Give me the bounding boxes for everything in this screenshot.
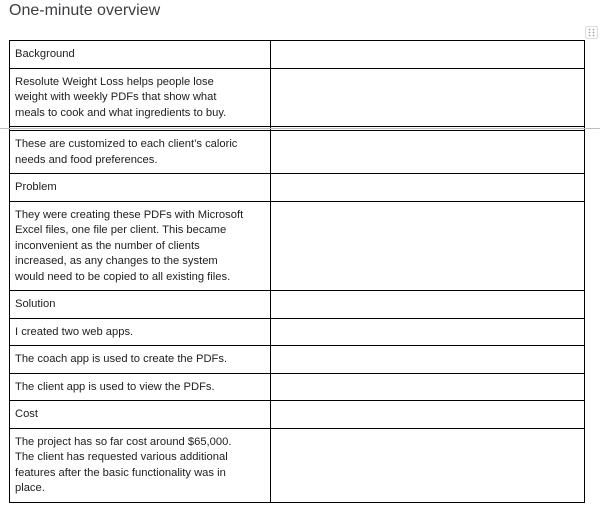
table-cell-value[interactable]	[271, 131, 585, 174]
table-cell-value[interactable]	[271, 428, 585, 502]
table-cell-label[interactable]: Solution	[10, 291, 271, 319]
table-cell-value[interactable]	[271, 318, 585, 346]
table-row	[10, 201, 585, 291]
table-row	[10, 131, 585, 174]
table-cell-label[interactable]: The coach app is used to create the PDFs.	[10, 346, 271, 374]
table-row	[10, 318, 585, 346]
table-cell-label[interactable]: Cost	[10, 401, 271, 429]
table-cell-value[interactable]	[271, 346, 585, 374]
table-cell-value[interactable]	[271, 174, 585, 202]
drag-handle-icon[interactable]	[585, 26, 598, 39]
table-cell-value[interactable]	[271, 373, 585, 401]
table-row	[10, 346, 585, 374]
table-cell-value[interactable]	[271, 68, 585, 127]
table-cell-label[interactable]: Resolute Weight Loss helps people lose weight with weekly PDFs that show what meals to cook and what ingredients to buy.	[10, 68, 271, 127]
table-cell-label[interactable]: The client app is used to view the PDFs.	[10, 373, 271, 401]
table-cell-label[interactable]: The project has so far cost around $65,000. The client has requested various additional features after the basic functionality was in place.	[10, 428, 271, 502]
table-row	[10, 373, 585, 401]
table-row	[10, 401, 585, 429]
table-row	[10, 41, 585, 69]
table-row	[10, 174, 585, 202]
table-row	[10, 68, 585, 127]
table-cell-label[interactable]: These are customized to each client’s caloric needs and food preferences.	[10, 131, 271, 174]
table-cell-value[interactable]	[271, 201, 585, 291]
overview-table	[9, 40, 585, 503]
page-title: One-minute overview	[9, 2, 161, 19]
table-row	[10, 291, 585, 319]
table-cell-label[interactable]: I created two web apps.	[10, 318, 271, 346]
table-cell-label[interactable]: Problem	[10, 174, 271, 202]
table-row	[10, 428, 585, 502]
page-break-divider	[0, 128, 600, 129]
table-cell-value[interactable]	[271, 291, 585, 319]
table-cell-label[interactable]: Background	[10, 41, 271, 69]
table-cell-value[interactable]	[271, 41, 585, 69]
table-cell-value[interactable]	[271, 401, 585, 429]
table-cell-label[interactable]: They were creating these PDFs with Microsoft Excel files, one file per client. This became inconvenient as the number of clients increased, as any changes to the system would need to be copied to all existing files.	[10, 201, 271, 291]
